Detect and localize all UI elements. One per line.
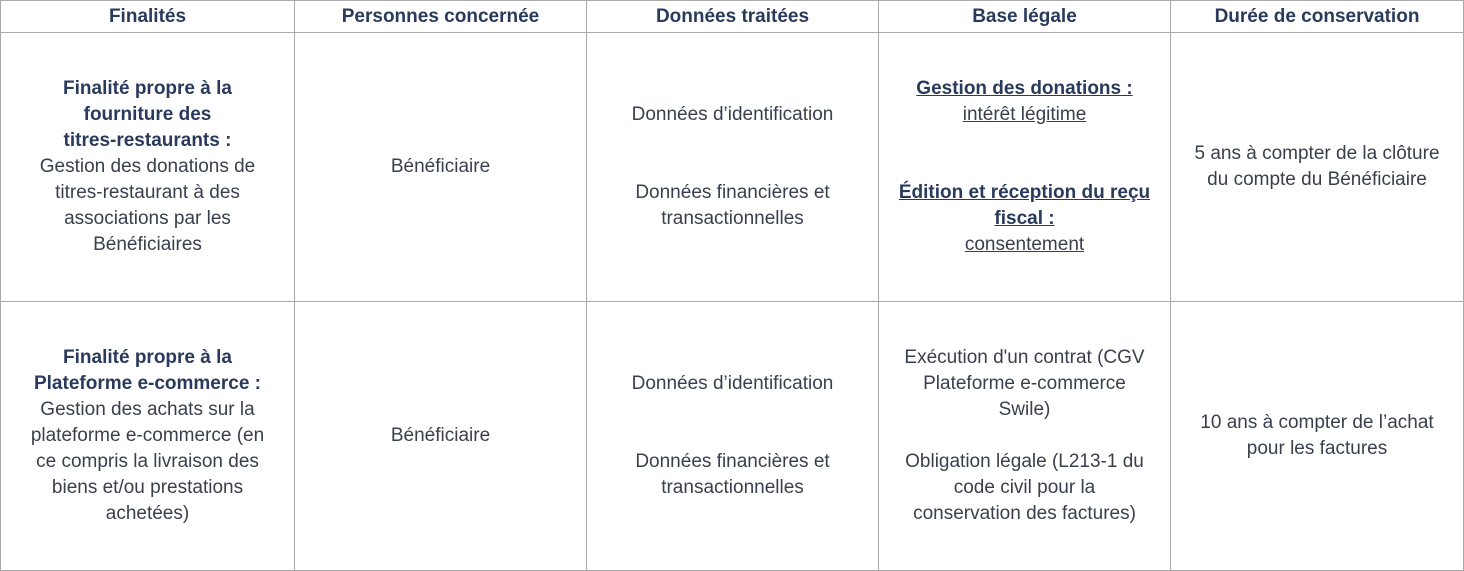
spacer xyxy=(887,128,1162,154)
spacer xyxy=(595,154,870,180)
finalite-desc-line: biens et/ou prestations xyxy=(51,477,244,498)
header-finalites: Finalités xyxy=(1,1,295,33)
base-legale-value: consentement xyxy=(964,234,1085,255)
personnes-value: Bénéficiaire xyxy=(390,156,491,177)
duree-cell xyxy=(1171,302,1464,571)
spacer xyxy=(887,423,1162,449)
duree-line: 10 ans à compter de l’achat xyxy=(1200,412,1434,433)
base-legale-line: Obligation légale (L213-1 du xyxy=(905,451,1144,472)
base-legale-line: conservation des factures) xyxy=(913,503,1136,524)
finalite-desc-line: Gestion des donations de xyxy=(39,156,256,177)
base-legale-title: Gestion des donations : xyxy=(916,78,1133,99)
finalite-desc-line: associations par les xyxy=(64,208,231,229)
finalite-desc-line: titres-restaurant à des xyxy=(55,182,240,203)
finalite-desc-line: ce compris la livraison des xyxy=(36,451,259,472)
base-legale-line: Plateforme e-commerce xyxy=(923,373,1126,394)
spacer xyxy=(595,423,870,449)
finalite-desc-line: achetées) xyxy=(105,503,190,524)
duree-line: du compte du Bénéficiaire xyxy=(1207,169,1427,190)
header-row xyxy=(1,1,1464,33)
personnes-cell xyxy=(295,33,587,302)
base-legale-cell xyxy=(879,302,1171,571)
finalite-title-line: titres-restaurants : xyxy=(63,130,232,151)
spacer xyxy=(595,128,870,154)
finalite-title-line: Finalité propre à la xyxy=(63,347,232,368)
base-legale-cell xyxy=(879,33,1171,302)
base-legale-line: Swile) xyxy=(998,399,1051,420)
finalite-title-line: Finalité propre à la xyxy=(63,78,232,99)
finalite-desc-line: Gestion des achats sur la xyxy=(40,399,255,420)
table-row xyxy=(1,33,1464,302)
header-donnees: Données traitées xyxy=(587,1,879,33)
finalite-title-line: fourniture des xyxy=(83,104,212,125)
table-row xyxy=(1,302,1464,571)
base-legale-line: code civil pour la xyxy=(953,477,1096,498)
donnees-identification: Données d’identification xyxy=(631,104,834,125)
finalite-desc-line: Bénéficiaires xyxy=(93,234,202,255)
finalite-cell xyxy=(1,33,295,302)
base-legale-title: fiscal : xyxy=(994,208,1055,229)
spacer xyxy=(595,397,870,423)
donnees-cell xyxy=(587,33,879,302)
duree-line: pour les factures xyxy=(1246,438,1388,459)
personnes-value: Bénéficiaire xyxy=(390,425,491,446)
header-base-legale: Base légale xyxy=(879,1,1171,33)
donnees-identification: Données d’identification xyxy=(631,373,834,394)
header-duree: Durée de conservation xyxy=(1171,1,1464,33)
duree-line: 5 ans à compter de la clôture xyxy=(1194,143,1440,164)
personnes-cell xyxy=(295,302,587,571)
finalite-title-line: Plateforme e-commerce : xyxy=(33,373,262,394)
spacer xyxy=(887,154,1162,180)
base-legale-value: intérêt légitime xyxy=(962,104,1087,125)
finalite-desc-line: plateforme e-commerce (en xyxy=(30,425,265,446)
donnees-financieres-line: Données financières et xyxy=(635,451,830,472)
base-legale-line: Exécution d'un contrat (CGV xyxy=(904,347,1145,368)
header-personnes: Personnes concernée xyxy=(295,1,587,33)
base-legale-title: Édition et réception du reçu xyxy=(898,182,1151,203)
donnees-financieres-line: transactionnelles xyxy=(661,477,804,498)
duree-cell xyxy=(1171,33,1464,302)
donnees-financieres-line: transactionnelles xyxy=(661,208,804,229)
donnees-cell xyxy=(587,302,879,571)
finalite-cell xyxy=(1,302,295,571)
donnees-financieres-line: Données financières et xyxy=(635,182,830,203)
